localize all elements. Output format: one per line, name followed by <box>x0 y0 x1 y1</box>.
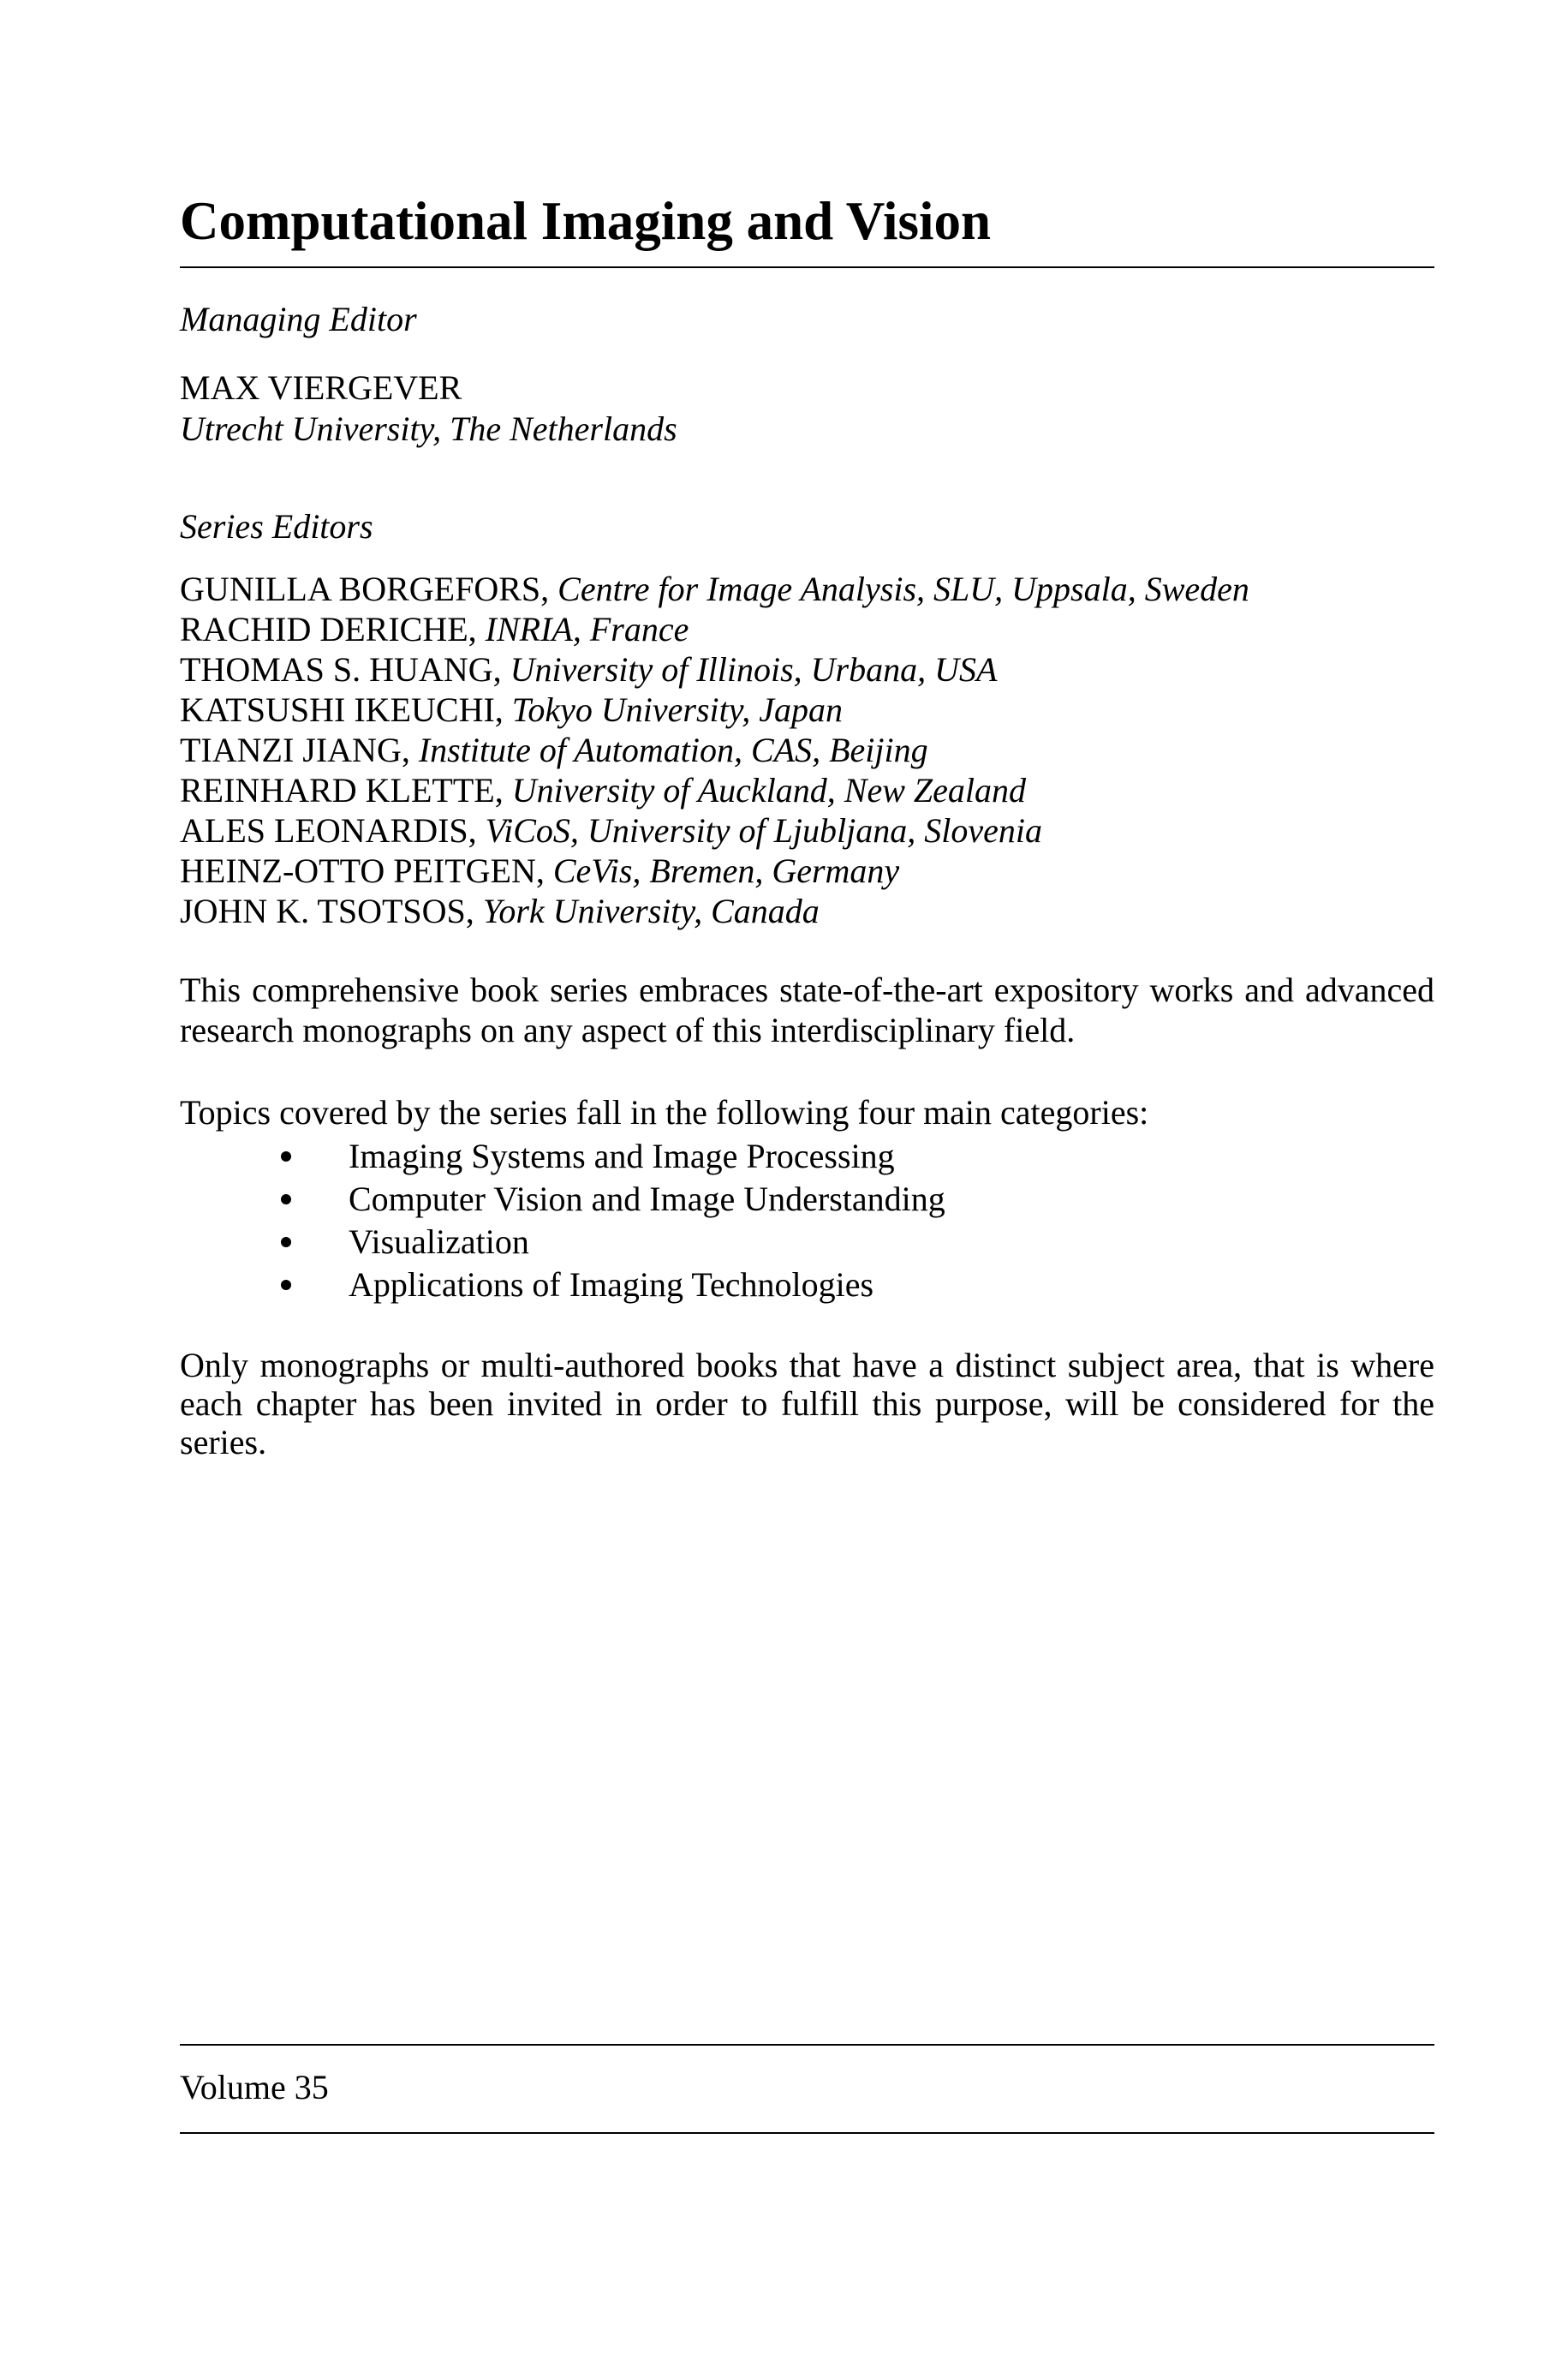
list-item <box>180 1221 1434 1264</box>
bullet-icon <box>281 1237 291 1247</box>
bullet-icon <box>281 1194 291 1204</box>
editor-affiliation: ViCoS, University of Ljubljana, Slovenia <box>485 811 1042 850</box>
topic-label: Visualization <box>349 1222 529 1261</box>
editor-name: ALES LEONARDIS, <box>180 811 486 850</box>
list-item <box>180 1135 1434 1178</box>
series-description: This comprehensive book series embraces state-of-the-art expository works and advanced research monographs on any aspect of this interdisciplinary field. <box>180 971 1434 1049</box>
editor-entry <box>180 810 1434 851</box>
editor-entry <box>180 649 1434 690</box>
editor-entry <box>180 851 1434 891</box>
editor-name: TIANZI JIANG, <box>180 731 419 769</box>
editor-affiliation: Institute of Automation, CAS, Beijing <box>418 731 928 769</box>
topic-label: Computer Vision and Image Understanding <box>349 1180 945 1218</box>
criteria-paragraph: Only monographs or multi-authored books that have a distinct subject area, that is where each chapter has been invited in order to fulfill this purpose, will be considered for the series. <box>180 1346 1434 1461</box>
volume-top-divider <box>180 2044 1434 2046</box>
list-item <box>180 1264 1434 1306</box>
bullet-icon <box>281 1151 291 1162</box>
editor-entry <box>180 891 1434 931</box>
editor-entry <box>180 770 1434 810</box>
title-divider <box>180 266 1434 268</box>
topic-label: Applications of Imaging Technologies <box>349 1265 874 1304</box>
editor-entry <box>180 690 1434 730</box>
editor-affiliation: INRIA, France <box>485 610 689 648</box>
volume-bottom-divider <box>180 2132 1434 2134</box>
editor-name: THOMAS S. HUANG, <box>180 650 510 689</box>
editor-affiliation: Centre for Image Analysis, SLU, Uppsala, Sweden <box>557 570 1249 608</box>
editor-affiliation: York University, Canada <box>482 892 820 930</box>
editor-affiliation: University of Auckland, New Zealand <box>511 771 1027 810</box>
editor-name: KATSUSHI IKEUCHI, <box>180 690 512 729</box>
editor-name: RACHID DERICHE, <box>180 610 486 648</box>
editor-entry <box>180 730 1434 770</box>
editor-entry <box>180 609 1434 649</box>
editor-name: JOHN K. TSOTSOS, <box>180 892 483 930</box>
editor-affiliation: Tokyo University, Japan <box>511 690 844 729</box>
editor-affiliation: CeVis, Bremen, Germany <box>552 851 900 890</box>
series-page <box>180 0 1434 2378</box>
editor-entry <box>180 569 1434 609</box>
bullet-icon <box>281 1280 291 1290</box>
managing-editor-label: Managing Editor <box>180 300 417 338</box>
topics-list <box>180 1135 1434 1306</box>
managing-editor-affiliation: Utrecht University, The Netherlands <box>180 409 677 448</box>
editor-name: GUNILLA BORGEFORS, <box>180 570 558 608</box>
series-editors-list <box>180 569 1434 931</box>
editor-name: HEINZ-OTTO PEITGEN, <box>180 851 553 890</box>
managing-editor-name: MAX VIERGEVER <box>180 368 462 407</box>
topic-label: Imaging Systems and Image Processing <box>349 1137 895 1175</box>
topics-intro: Topics covered by the series fall in the following four main categories: <box>180 1093 1149 1132</box>
editor-affiliation: University of Illinois, Urbana, USA <box>510 650 998 689</box>
volume-number: Volume 35 <box>180 2068 329 2106</box>
series-editors-label: Series Editors <box>180 507 373 546</box>
editor-name: REINHARD KLETTE, <box>180 771 512 810</box>
series-title: Computational Imaging and Vision <box>180 191 991 251</box>
list-item <box>180 1178 1434 1221</box>
